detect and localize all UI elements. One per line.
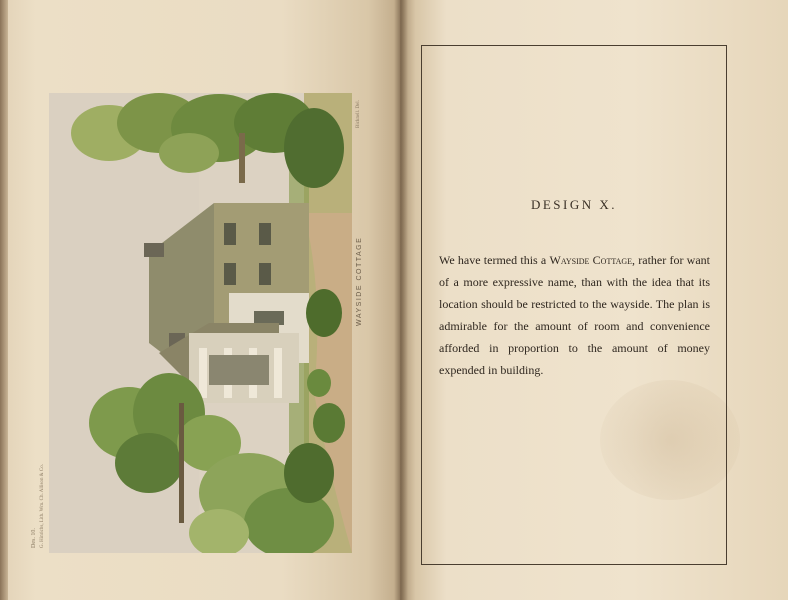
plate-caption: WAYSIDE COTTAGE [356, 236, 363, 326]
description-text-end: , rather for want of a more expressive name, than with the idea that its location should be restricted to the wayside. The plan is admirable for the amount of room and convenience afforded in proportion to the amount of money expended in building. [439, 253, 711, 377]
page-edge [0, 0, 8, 600]
cottage-illustration [49, 93, 352, 553]
artist-credit: Bicknell. Del. [356, 100, 361, 128]
book-gutter [394, 0, 408, 600]
design-heading: DESIGN X. [530, 197, 618, 212]
description-text-start: We have termed this a [439, 253, 550, 267]
plate-number: Des. 10. [31, 528, 37, 548]
lithographer-credit: G. Hinrichs, Lith. Wm. Ch. Allison & Co. [40, 464, 45, 548]
design-description [439, 249, 710, 381]
cottage-name-smallcaps: Wayside Cottage [549, 253, 633, 267]
